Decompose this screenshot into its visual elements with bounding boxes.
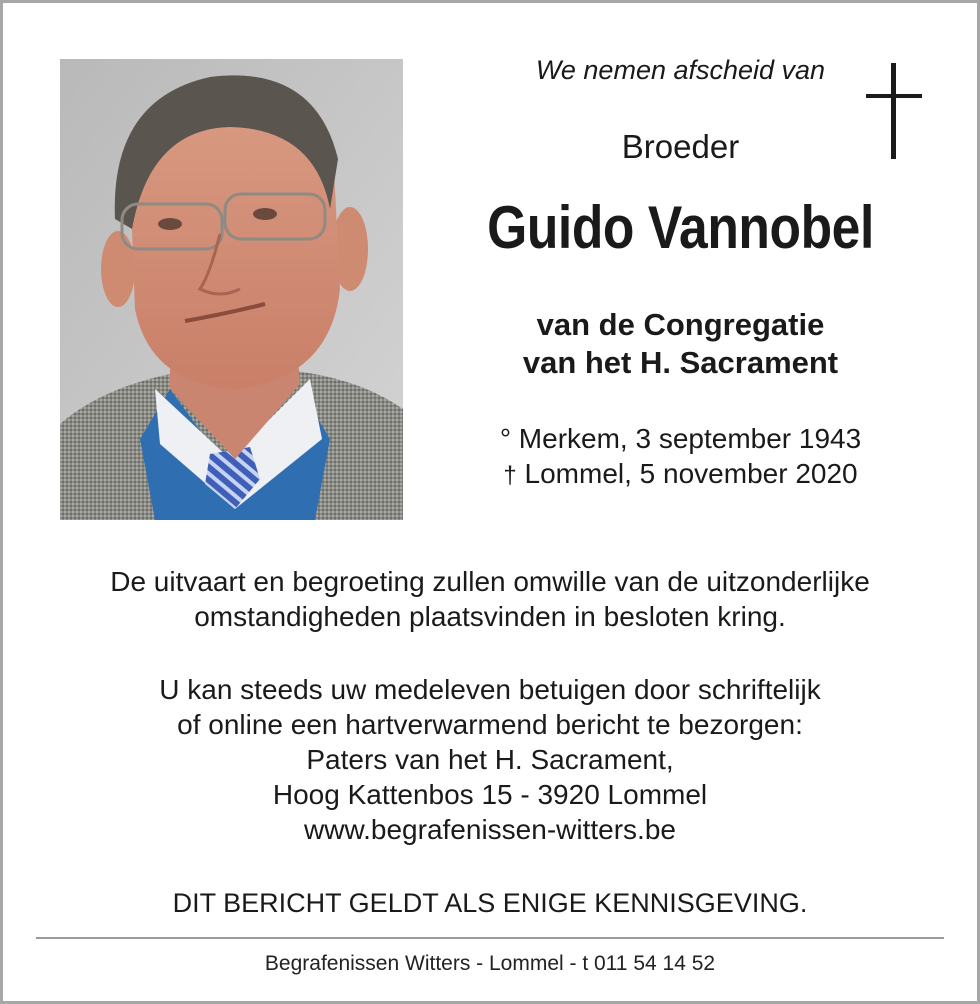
death-cross-icon: †	[503, 462, 517, 489]
deceased-name: Guido Vannobel	[487, 194, 874, 261]
funeral-paragraph	[3, 564, 977, 634]
paragraph-line: De uitvaart en begroeting zullen omwille van de uitzonderlijke	[110, 566, 870, 597]
notice-text: DIT BERICHT GELDT ALS ENIGE KENNISGEVING.	[172, 888, 808, 918]
congregation	[443, 306, 918, 382]
death-text: Lommel, 5 november 2020	[524, 458, 858, 489]
congregation-line: van de Congregatie	[536, 307, 825, 342]
paragraph-line: of online een hartverwarmend bericht te bezorgen:	[177, 709, 803, 740]
birth-text: Merkem, 3 september 1943	[518, 423, 862, 454]
intro-text: We nemen afscheid van	[535, 55, 826, 85]
birth-line	[443, 421, 918, 456]
website-link[interactable]: www.begrafenissen-witters.be	[304, 814, 676, 845]
condolence-paragraph	[3, 672, 977, 847]
life-dates	[443, 421, 918, 493]
address-name: Paters van het H. Sacrament,	[306, 744, 674, 775]
death-line	[443, 456, 918, 493]
paragraph-line: U kan steeds uw medeleven betuigen door schriftelijk	[159, 674, 821, 705]
congregation-line: van het H. Sacrament	[522, 345, 839, 380]
title-word: Broeder	[621, 128, 740, 165]
paragraph-line: omstandigheden plaatsvinden in besloten kring.	[194, 601, 786, 632]
portrait-photo	[60, 59, 403, 520]
footer-divider	[36, 937, 944, 939]
footer-text: Begrafenissen Witters - Lommel - t 011 54 14 52	[264, 952, 716, 975]
birth-symbol: °	[499, 423, 512, 454]
address-street: Hoog Kattenbos 15 - 3920 Lommel	[272, 779, 708, 810]
